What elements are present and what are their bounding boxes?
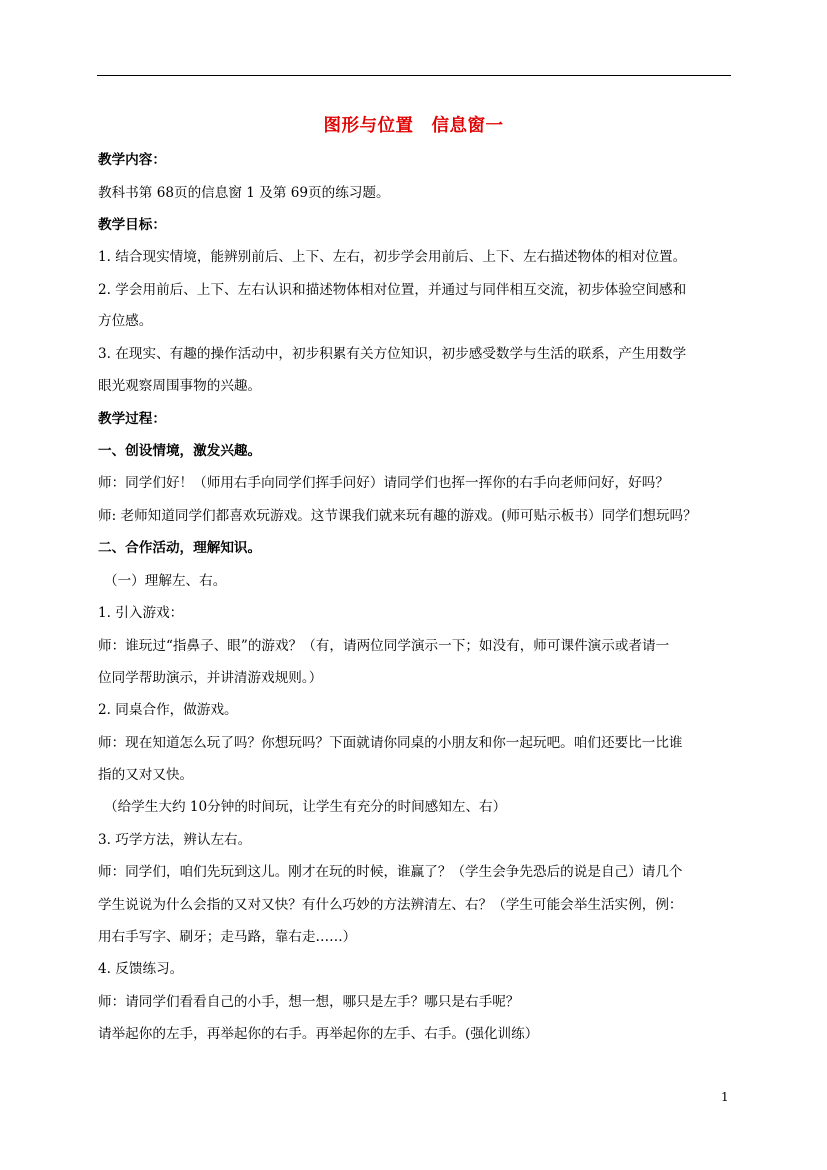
subsection-heading: （一）理解左、右。	[104, 573, 227, 589]
section-heading: 二、合作活动，理解知识。	[98, 540, 262, 556]
heading-process: 教学过程：	[98, 411, 166, 427]
paragraph-line: 请举起你的左手，再举起你的右手。再举起你的左手、右手。(强化训练）	[98, 1026, 539, 1042]
paragraph-line: 用右手写字、刷牙；走马路，靠右走……）	[98, 929, 357, 945]
heading-goals: 教学目标：	[98, 217, 166, 233]
paragraph-line: 方位感。	[98, 313, 153, 329]
paragraph-line: 3. 在现实、有趣的操作活动中，初步积累有关方位知识，初步感受数学与生活的联系，产生用数学	[98, 346, 687, 362]
paragraph-line: 2. 同桌合作，做游戏。	[98, 702, 238, 718]
paragraph-line: 学生说说为什么会指的又对又快？有什么巧妙的方法辨清左、右？（学生可能会举生活实例，例：	[98, 897, 683, 913]
section-heading: 一、创设情境，激发兴趣。	[98, 443, 262, 459]
document-title: 图形与位置 信息窗一	[323, 116, 504, 136]
paragraph-line: 教科书第 68页的信息窗 1 及第 69页的练习题。	[98, 185, 390, 201]
paragraph-line: 1. 引入游戏：	[98, 605, 184, 621]
paragraph-line: 2. 学会用前后、上下、左右认识和描述物体相对位置，并通过与同伴相互交流，初步体验空间感和	[98, 282, 687, 298]
paragraph-line: 师：同学们好！（师用右手向同学们挥手问好）请同学们也挥一挥你的右手向老师问好，好吗？	[98, 475, 669, 491]
paragraph-line: 师：同学们，咱们先玩到这儿。刚才在玩的时候，谁赢了？（学生会争先恐后的说是自己）请几个	[98, 864, 683, 880]
paragraph-line: （给学生大约 10分钟的时间玩，让学生有充分的时间感知左、右）	[104, 799, 507, 815]
paragraph-line: 1. 结合现实情境，能辨别前后、上下、左右，初步学会用前后、上下、左右描述物体的相对位置。	[98, 249, 687, 265]
paragraph-line: 师：请同学们看看自己的小手，想一想，哪只是左手？哪只是右手呢？	[98, 994, 520, 1010]
header-rule	[97, 75, 731, 76]
paragraph-line: 师：现在知道怎么玩了吗？你想玩吗？下面就请你同桌的小朋友和你一起玩吧。咱们还要比一比谁	[98, 735, 683, 751]
page-number: 1	[721, 1090, 729, 1104]
paragraph-line: 师: 老师知道同学们都喜欢玩游戏。这节课我们就来玩有趣的游戏。(师可贴示板书）同学们想玩吗？	[98, 508, 697, 524]
paragraph-line: 位同学帮助演示，并讲清游戏规则。）	[98, 670, 323, 686]
paragraph-line: 指的又对又快。	[98, 767, 194, 783]
paragraph-line: 3. 巧学方法，辨认左右。	[98, 832, 252, 848]
paragraph-line: 师：谁玩过“指鼻子、眼”的游戏？（有，请两位同学演示一下；如没有，师可课件演示或者请一	[98, 638, 670, 654]
paragraph-line: 眼光观察周围事物的兴趣。	[98, 378, 262, 394]
paragraph-line: 4. 反馈练习。	[98, 961, 184, 977]
heading-content: 教学内容：	[98, 152, 166, 168]
